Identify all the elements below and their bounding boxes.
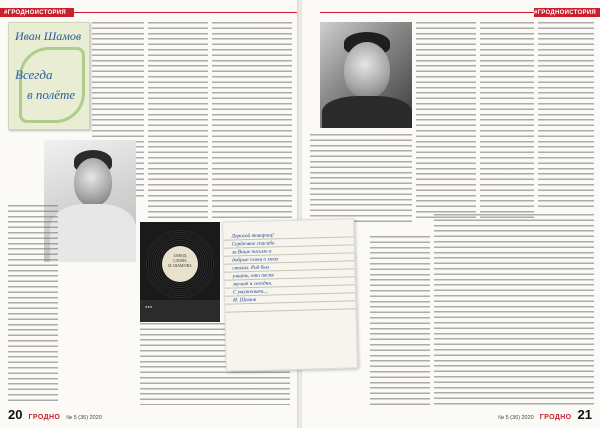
footer-left — [8, 407, 102, 422]
header-rule-right — [320, 12, 534, 13]
portrait-photo-right — [320, 22, 412, 128]
footer-right — [498, 407, 592, 422]
article-column-r2 — [480, 22, 534, 222]
issue-right: № 5 (36) 2020 — [498, 415, 534, 421]
brand-right: ГРОДНО — [539, 414, 572, 421]
article-column-r3 — [538, 22, 594, 210]
handwritten-letter-image — [222, 218, 358, 371]
page-number-left: 20 — [8, 407, 23, 422]
book-title-line1: Всегда — [15, 67, 53, 82]
section-header-right: #ГРОДНОИСТОРИЯ — [534, 8, 600, 17]
page-number-right: 21 — [577, 407, 592, 422]
brand-left: ГРОДНО — [28, 414, 61, 421]
article-column-3 — [212, 22, 292, 218]
book-author: Иван Шамов — [15, 29, 82, 43]
record-sleeve: ●●● — [140, 300, 220, 322]
header-rule — [74, 12, 298, 13]
article-column-r5 — [370, 236, 430, 406]
article-column-r4 — [310, 134, 412, 224]
article-column-2 — [148, 22, 208, 218]
book-cover-image — [8, 22, 90, 130]
book-title-line2: в полёте — [27, 87, 76, 102]
letter-text: Дорогой товарищ! Сердечное спасибо за Ваше письмо и добрые слова о моих стихах. Рад был узнать, что песня звучит и сегодня. С уважением... И. Шамов — [231, 232, 279, 304]
record-label-text: ЗАВОД СЛОВА И. ШАМОВА — [168, 253, 192, 268]
article-column-r1 — [416, 22, 476, 222]
article-column-4 — [8, 205, 58, 405]
issue-left: № 5 (36) 2020 — [66, 415, 102, 421]
cover-decoration — [19, 47, 85, 123]
vinyl-record-image — [140, 222, 220, 322]
article-column-r6 — [434, 214, 594, 406]
section-header-left: #ГРОДНОИСТОРИЯ — [0, 8, 74, 17]
margin — [310, 22, 316, 32]
